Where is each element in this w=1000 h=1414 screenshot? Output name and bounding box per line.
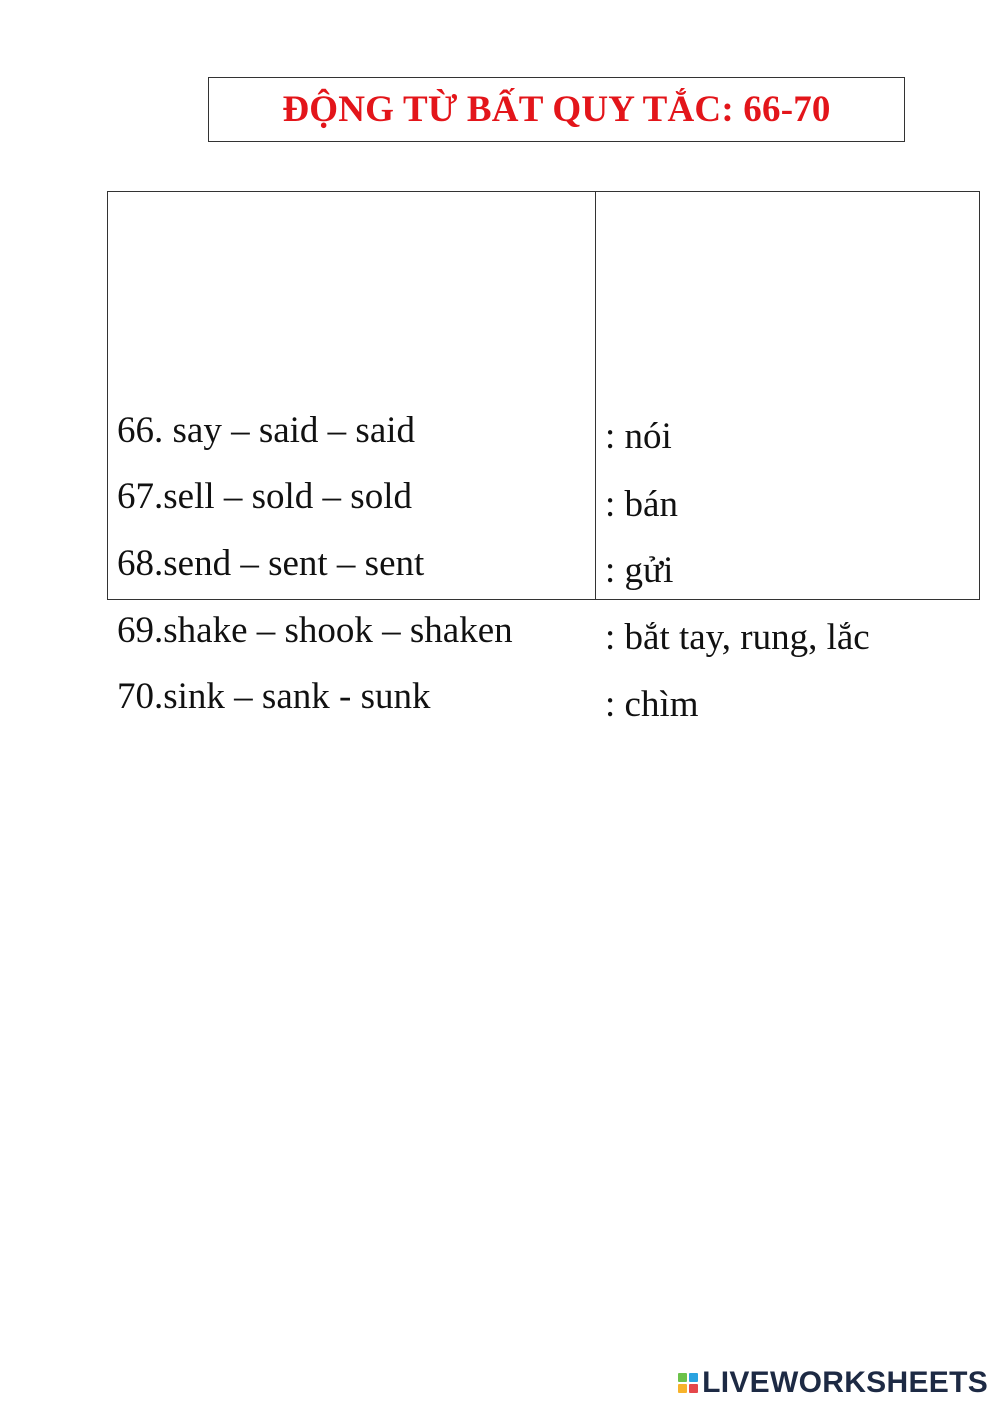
meaning-66: : nói: [605, 416, 672, 457]
meaning-70: : chìm: [605, 684, 699, 725]
meanings-column: [596, 192, 979, 725]
verb-forms-69: 69.shake – shook – shaken: [117, 610, 513, 651]
logo-square-3: [678, 1384, 687, 1393]
verb-forms-67: 67.sell – sold – sold: [117, 476, 412, 517]
logo-square-2: [689, 1373, 698, 1382]
page-title: ĐỘNG TỪ BẤT QUY TẮC: 66-70: [282, 89, 831, 130]
watermark-text: LIVEWORKSHEETS: [702, 1366, 988, 1399]
liveworksheets-logo-icon: [678, 1373, 698, 1393]
meaning-67: : bán: [605, 484, 678, 525]
verb-forms-68: 68.send – sent – sent: [117, 543, 425, 584]
verb-table: [107, 191, 980, 725]
title-box: [208, 77, 905, 142]
meaning-68: : gửi: [605, 550, 674, 591]
verb-forms-70: 70.sink – sank - sunk: [117, 676, 431, 717]
logo-square-1: [678, 1373, 687, 1382]
verb-forms-column: [108, 192, 596, 717]
meaning-69: : bắt tay, rung, lắc: [605, 617, 870, 658]
logo-square-4: [689, 1384, 698, 1393]
verb-forms-66: 66. say – said – said: [117, 410, 416, 451]
liveworksheets-watermark: [678, 1366, 988, 1400]
